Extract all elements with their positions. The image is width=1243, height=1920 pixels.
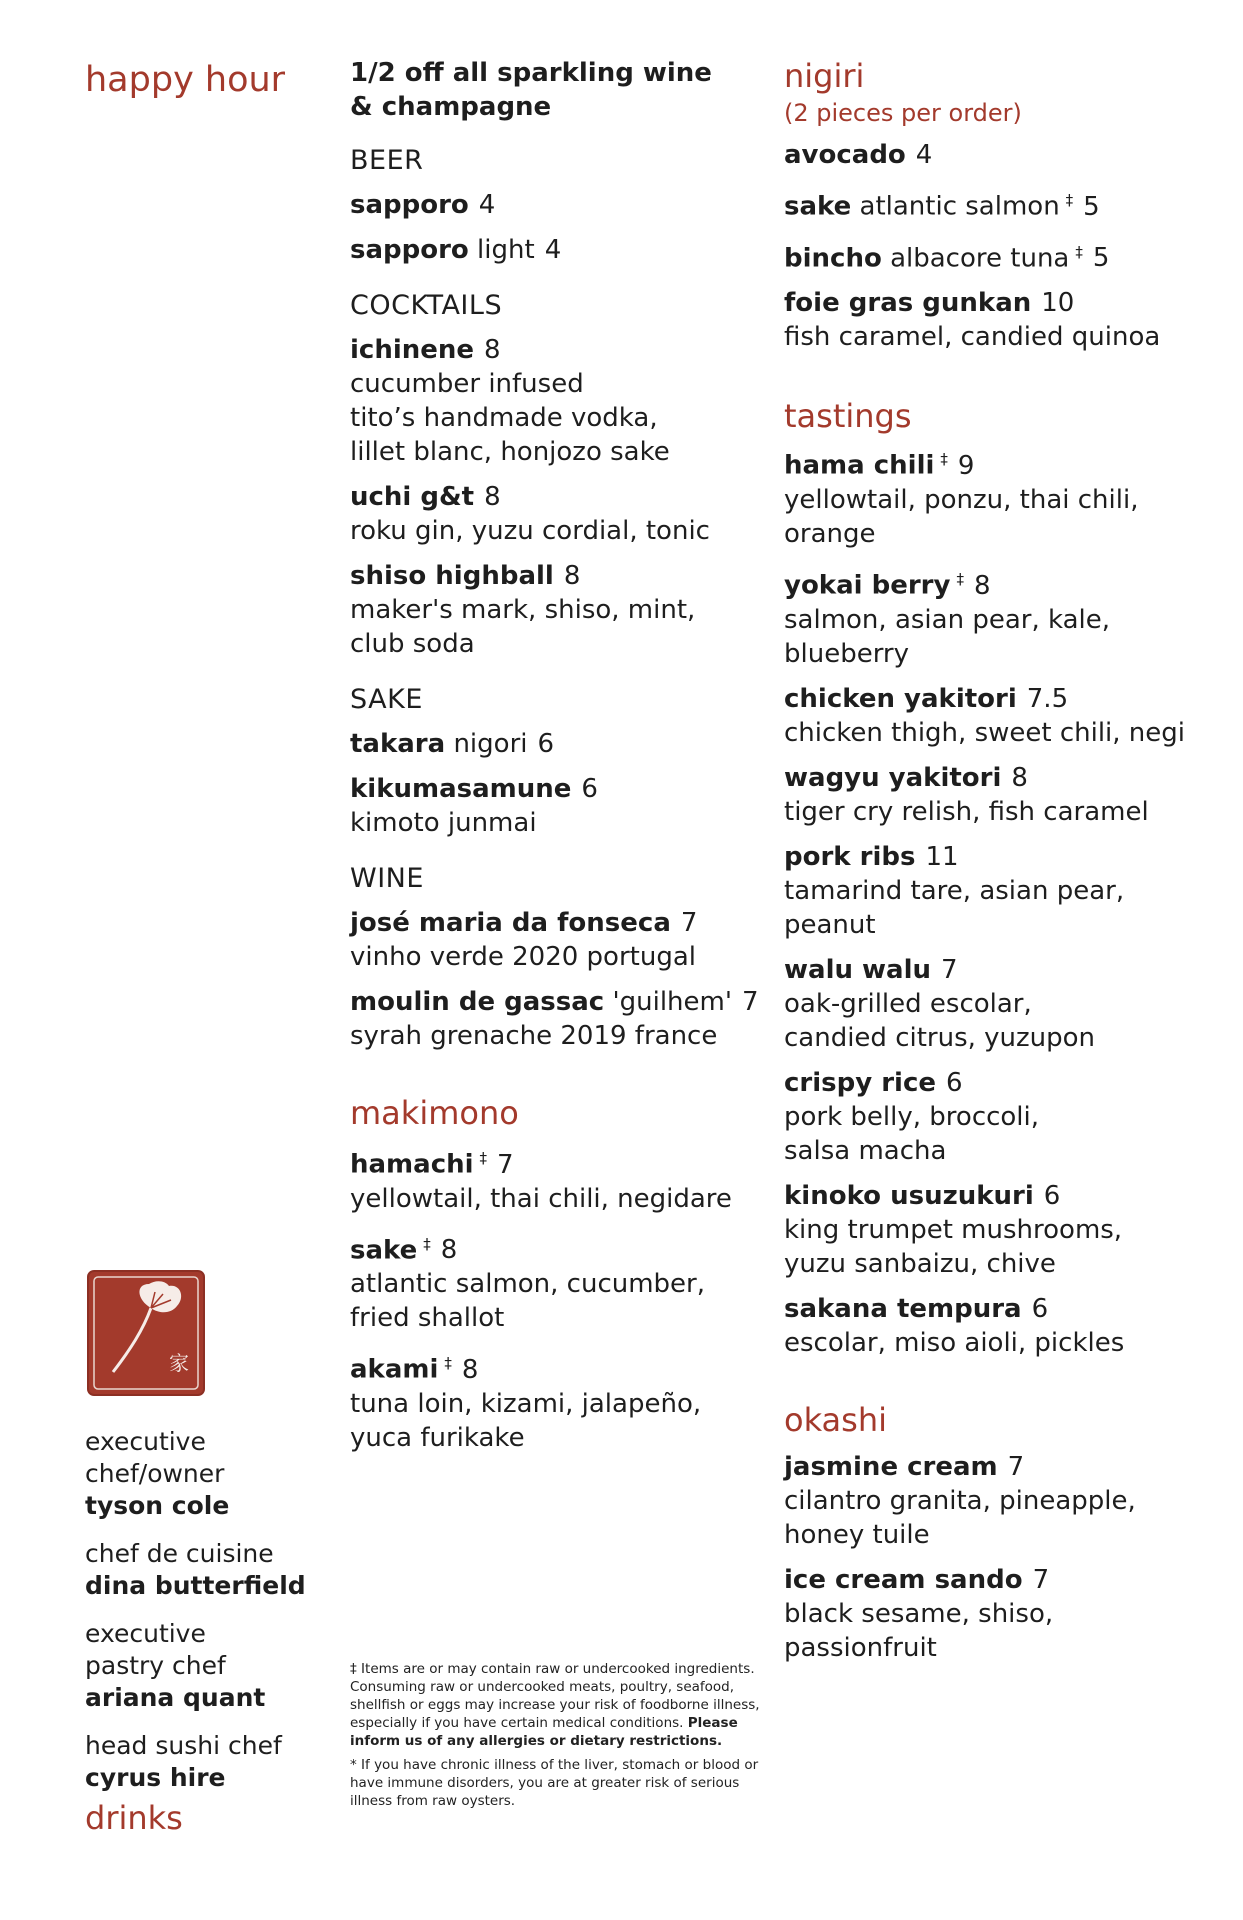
credit-name: cyrus hire — [85, 1763, 226, 1792]
menu-item: sapporo light 4 — [350, 235, 562, 265]
menu-item: chicken yakitori 7.5 chicken thigh, sweet chili, negi — [784, 683, 1186, 748]
credit-name: ariana quant — [85, 1683, 266, 1712]
promo-text: 1/2 off all sparkling wine & champagne — [350, 58, 712, 122]
menu-item: sake atlantic salmon ‡ 5 — [784, 191, 1100, 222]
menu-item: kikumasamune 6 kimoto junmai — [350, 774, 598, 838]
credit-pastry-chef — [85, 1618, 330, 1714]
okashi-title: okashi — [784, 1400, 887, 1439]
menu-item: ichinene 8 cucumber infused tito’s handmade vodka, lillet blanc, honjozo sake — [350, 335, 670, 467]
credit-sushi-chef — [85, 1730, 330, 1794]
menu-item: hamachi ‡ 7 yellowtail, thai chili, negidare — [350, 1149, 732, 1214]
credit-name: dina butterfield — [85, 1571, 306, 1600]
menu-item: moulin de gassac 'guilhem' 7 syrah grenache 2019 france — [350, 987, 759, 1051]
credit-chef-de-cuisine — [85, 1538, 330, 1602]
ginkgo-logo — [85, 1268, 207, 1398]
staff-credits — [85, 1426, 330, 1810]
food-menu — [784, 56, 1224, 1676]
credit-name: tyson cole — [85, 1491, 230, 1520]
beer-heading: BEER — [350, 145, 424, 176]
menu-item: hama chili ‡ 9 yellowtail, ponzu, thai chili, orange — [784, 450, 1139, 549]
drinks-menu — [350, 56, 760, 1466]
menu-item: sake ‡ 8 atlantic salmon, cucumber, fried shallot — [350, 1234, 706, 1334]
menu-item: walu walu 7 oak-grilled escolar, candied citrus, yuzupon — [784, 954, 1096, 1053]
menu-item: kinoko usuzukuri 6 king trumpet mushrooms, yuzu sanbaizu, chive — [784, 1180, 1123, 1279]
credit-role: head sushi chef — [85, 1731, 282, 1760]
menu-item: crispy rice 6 pork belly, broccoli, salsa macha — [784, 1067, 1040, 1166]
cocktails-heading: COCKTAILS — [350, 290, 503, 321]
credit-role: executive pastry chef — [85, 1619, 226, 1680]
svg-text:家: 家 — [169, 1351, 189, 1375]
oyster-note: * If you have chronic illness of the liver, stomach or blood or have immune disorders, you are at greater risk of serious illness from raw oysters. — [350, 1757, 759, 1809]
happy-hour-title: happy hour — [85, 60, 286, 100]
menu-item: shiso highball 8 maker's mark, shiso, mint, club soda — [350, 561, 696, 659]
menu-item: avocado 4 — [784, 140, 933, 170]
drinks-title: drinks — [85, 1799, 183, 1837]
credit-role: executive chef/owner — [85, 1427, 225, 1488]
makimono-title: makimono — [350, 1094, 519, 1132]
menu-item: foie gras gunkan 10 fish caramel, candied quinoa — [784, 288, 1161, 353]
tastings-title: tastings — [784, 397, 912, 436]
menu-item: yokai berry ‡ 8 salmon, asian pear, kale, blueberry — [784, 569, 1110, 669]
nigiri-title: nigiri — [784, 57, 865, 95]
wine-heading: WINE — [350, 863, 424, 894]
menu-item: ice cream sando 7 black sesame, shiso, passionfruit — [784, 1564, 1054, 1663]
nigiri-subtitle: (2 pieces per order) — [784, 99, 1022, 127]
menu-item: sakana tempura 6 escolar, miso aioli, pickles — [784, 1293, 1125, 1358]
menu-item: pork ribs 11 tamarind tare, asian pear, peanut — [784, 841, 1125, 940]
credit-role: chef de cuisine — [85, 1539, 274, 1568]
credit-executive-chef — [85, 1426, 330, 1522]
menu-item: takara nigori 6 — [350, 729, 555, 759]
menu-item: sapporo 4 — [350, 190, 496, 220]
menu-item: bincho albacore tuna ‡ 5 — [784, 242, 1110, 274]
menu-item: uchi g&t 8 roku gin, yuzu cordial, tonic — [350, 482, 710, 546]
menu-item: wagyu yakitori 8 tiger cry relish, fish caramel — [784, 762, 1149, 827]
raw-food-note: ‡ Items are or may contain raw or undercooked ingredients. Consuming raw or undercooked meats, poultry, seafood, shellfish or eggs may increase your risk of foodborne illness, especially if you have certain medical conditions. Please inform us of any allergies or dietary restrictions. — [350, 1661, 760, 1749]
menu-item: jasmine cream 7 cilantro granita, pineapple, honey tuile — [784, 1451, 1136, 1550]
menu-item: akami ‡ 8 tuna loin, kizami, jalapeño, yuca furikake — [350, 1354, 702, 1453]
menu-item: josé maria da fonseca 7 vinho verde 2020 portugal — [350, 908, 698, 972]
sake-heading: SAKE — [350, 684, 423, 715]
allergy-notes — [350, 1660, 760, 1816]
